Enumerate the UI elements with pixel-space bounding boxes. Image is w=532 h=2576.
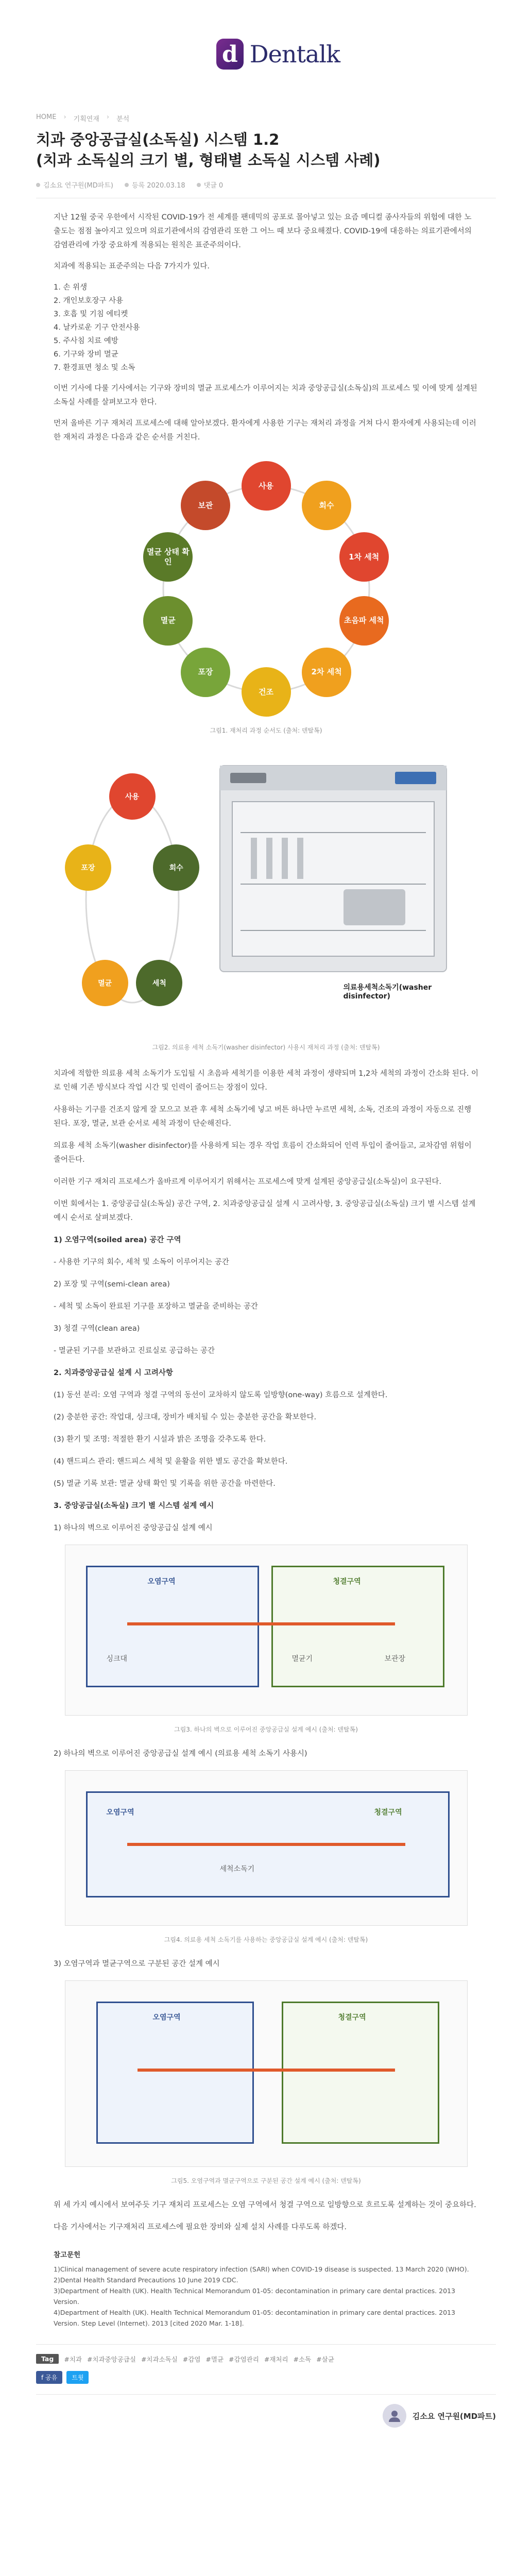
article-body [36, 1067, 496, 1535]
tag-title: Tag [36, 2354, 59, 2364]
figure-caption: 그림4. 의료용 세척 소독기를 사용하는 중앙공급실 설계 예시 (출처: 덴탈톡) [164, 1936, 368, 1943]
breadcrumb-separator: › [106, 113, 110, 121]
intro-paragraph: 치과에 적용되는 표준주의는 다음 7가지가 있다. [54, 262, 210, 270]
cycle-step: 건조 [242, 667, 291, 717]
avatar[interactable] [383, 2404, 406, 2428]
sterilizer-label: 멸균기 [291, 1655, 313, 1663]
reference-item: 1)Clinical management of severe acute respiratory infection (SARI) when COVID-19 disease is suspected. 13 March 2020 (WHO). [54, 2265, 469, 2273]
flow-step: 회수 [153, 844, 199, 891]
dirty-zone-label: 오염구역 [152, 2013, 181, 2022]
breadcrumb-category[interactable]: 분석 [116, 115, 130, 123]
clean-zone-label: 청결구역 [333, 1578, 361, 1586]
figure-caption: 그림2. 의료용 세척 소독기(washer disinfector) 사용시 재처리 과정 (출처: 덴탈톡) [152, 1044, 380, 1051]
section-item: - 멸균된 기구를 보관하고 진료실로 공급하는 공간 [54, 1347, 215, 1355]
workflow-arrow [127, 1622, 395, 1625]
body-paragraph: 이번 회에서는 1. 중앙공급실(소독실) 공간 구역, 2. 치과중앙공급실 설계 시 고려사항, 3. 중앙공급실(소독실) 크기 별 시스템 설계 예시 순서로 살펴보겠다. [54, 1200, 476, 1222]
body-paragraph: 사용하는 기구를 건조지 않게 잘 모으고 보관 후 세척 소독기에 넣고 버튼 하나만 누르면 세척, 소독, 건조의 과정이 자동으로 진행된다. 포장, 멸균, 보관 순서로 세척 과정이 단순해진다. [54, 1106, 472, 1128]
cycle-step: 2차 세척 [302, 648, 351, 697]
sink-label: 싱크대 [106, 1655, 128, 1663]
breadcrumb-section[interactable]: 기획연재 [73, 115, 99, 123]
clean-zone-label: 청결구역 [338, 2013, 366, 2022]
references-title: 참고문헌 [54, 2251, 81, 2259]
washer-label: 의료용세척소독기(washer disinfector) [343, 984, 432, 1001]
tag-link[interactable]: #감염관리 [229, 2355, 259, 2363]
references [36, 2250, 496, 2329]
workflow-arrow [138, 2069, 395, 2072]
author-box [36, 2394, 496, 2437]
reference-item: 2)Dental Health Standard Precautions 10 June 2019 CDC. [54, 2276, 238, 2284]
share-button[interactable]: f 공유 [36, 2371, 62, 2384]
body-paragraph: 위 세 가지 예시에서 보여주듯 기구 재처리 프로세스는 오염 구역에서 청결 구역으로 일방향으로 흐르도록 설계하는 것이 중요하다. [54, 2201, 476, 2209]
meta-comments[interactable]: 댓글 0 [197, 180, 224, 190]
cycle-step: 사용 [242, 461, 291, 511]
flow-step: 멸균 [82, 960, 128, 1006]
cycle-step: 멸균 상태 확인 [143, 532, 193, 582]
reference-item: 3)Department of Health (UK). Health Technical Memorandum 01-05: decontamination in primary care dental practices. 2013 Version. [54, 2287, 455, 2306]
reference-item: 4)Department of Health (UK). Health Technical Memorandum 01-05: decontamination in primary care dental practices. 2013 Version. Step Level (Internet). 2013 [cited 2020 Mar. 1-18]. [54, 2309, 455, 2327]
washer-figure [55, 750, 477, 1039]
section-item: (4) 핸드피스 관리: 핸드피스 세척 및 윤활을 위한 별도 공간을 확보한다. [54, 1458, 288, 1466]
article-intro [36, 211, 496, 445]
washer-disinfector-image [210, 755, 457, 982]
body-paragraph: 먼저 올바른 기구 재처리 프로세스에 대해 알아보겠다. 환자에게 사용한 기구는 재처리 과정을 거쳐 다시 환자에게 사용되는데 이러한 재처리 과정은 다음과 같은 순서를 거친다. [54, 419, 476, 442]
tag-link[interactable]: #감염 [182, 2355, 201, 2363]
body-paragraph: 다음 기사에서는 기구재처리 프로세스에 필요한 장비와 실제 설치 사례를 다루도록 하겠다. [54, 2223, 347, 2231]
cycle-step: 1차 세척 [339, 532, 389, 582]
floor-plan-2 [65, 1770, 468, 1926]
author-name[interactable]: 김소요 연구원(MD파트) [412, 2411, 496, 2421]
plan-title: 1) 하나의 벽으로 이루어진 중앙공급실 설계 예시 [54, 1524, 213, 1532]
share-button[interactable]: 트윗 [66, 2371, 89, 2384]
article-body [36, 1957, 496, 1971]
comment-icon [197, 183, 201, 187]
figure-caption: 그림3. 하나의 벽으로 이루어진 중앙공급실 설계 예시 (출처: 덴탈톡) [174, 1726, 358, 1733]
logo-mark: d [216, 39, 244, 70]
section-item: (3) 환기 및 조명: 적절한 환기 시설과 밝은 조명을 갖추도록 한다. [54, 1435, 266, 1444]
plan-title: 2) 하나의 벽으로 이루어진 중앙공급실 설계 예시 (의료용 세척 소독기 사용시) [54, 1750, 307, 1758]
breadcrumb-home[interactable]: HOME [36, 113, 57, 121]
cycle-step: 보관 [181, 481, 230, 530]
clean-zone-label: 청결구역 [374, 1808, 402, 1817]
site-header [0, 0, 532, 103]
body-paragraph: 이러한 기구 재처리 프로세스가 올바르게 이루어지기 위해서는 프로세스에 맞게 설계된 중앙공급실(소독실)이 요구된다. [54, 1178, 441, 1186]
section-heading: 1) 오염구역(soiled area) 공간 구역 [54, 1236, 181, 1244]
list-item: 1. 손 위생 [54, 283, 88, 292]
washer-label: 세척소독기 [219, 1865, 255, 1873]
article-title-line1: 치과 중앙공급실(소독실) 시스템 1.2 [36, 131, 280, 148]
breadcrumb-separator: › [63, 113, 66, 121]
user-icon [388, 2409, 401, 2422]
logo-text: Dentalk [249, 40, 340, 68]
flow-step: 포장 [65, 844, 111, 891]
standard-precautions-list [54, 281, 478, 375]
cycle-step: 초음파 세척 [339, 596, 389, 646]
list-item: 5. 주사침 치료 예방 [54, 337, 118, 345]
tag-list [36, 2344, 496, 2364]
site-logo[interactable] [216, 36, 340, 72]
article-title [36, 129, 496, 171]
section-heading: 3. 중앙공급실(소독실) 크기 별 시스템 설계 예시 [54, 1502, 214, 1510]
flow-step: 사용 [109, 773, 156, 820]
intro-paragraph: 지난 12월 중국 우한에서 시작된 COVID-19가 전 세계를 팬데믹의 공포로 몰아넣고 있는 요즘 메디컬 종사자들의 위험에 대한 노출도는 점점 높아지고 있으며 의료기관에서의 감염관리 또한 그 어느 때 보다 중요해졌다. COVID-19에 대응하는 의료기관에서의 감염관리에 가장 중요하게 적용되는 원칙은 표준주의이다. [54, 213, 472, 249]
section-item: - 세척 및 소독이 완료된 기구를 포장하고 멸균을 준비하는 공간 [54, 1302, 258, 1311]
dirty-zone-label: 오염구역 [106, 1808, 134, 1817]
meta-author: 김소요 연구원(MD파트) [36, 180, 113, 190]
storage-label: 보관장 [384, 1655, 406, 1663]
tag-link[interactable]: #치과중앙공급실 [87, 2355, 136, 2363]
workflow-arrow [127, 1843, 405, 1846]
body-paragraph: 의료용 세척 소독기(washer disinfector)를 사용하게 되는 경우 작업 흐름이 간소화되어 인력 투입이 줄어들고, 교차감염 위험이 줄어든다. [54, 1142, 472, 1164]
clean-zone [282, 2002, 439, 2144]
list-item: 3. 호흡 및 기침 에티켓 [54, 310, 128, 318]
section-item: (1) 동선 분리: 오염 구역과 청결 구역의 동선이 교차하지 않도록 일방향(one-way) 흐름으로 설계한다. [54, 1391, 388, 1399]
list-item: 2. 개인보호장구 사용 [54, 297, 124, 305]
article-body [36, 1747, 496, 1761]
tag-link[interactable]: #치과 [64, 2355, 82, 2363]
section-item: (2) 충분한 공간: 작업대, 싱크대, 장비가 배치될 수 있는 충분한 공간을 확보한다. [54, 1413, 317, 1421]
floor-plan-3 [65, 1980, 468, 2167]
user-icon [36, 183, 40, 187]
share-buttons [36, 2371, 496, 2384]
article-title-line2: (치과 소독실의 크기 별, 형태별 소독실 시스템 사례) [36, 151, 381, 169]
figure-caption: 그림5. 오염구역과 멸균구역으로 구분된 공간 설계 예시 (출처: 덴탈톡) [171, 2177, 361, 2184]
section-heading: 2. 치과중앙공급실 설계 시 고려사항 [54, 1369, 173, 1377]
section-item: 3) 청결 구역(clean area) [54, 1325, 140, 1333]
dirty-zone-label: 오염구역 [147, 1578, 176, 1586]
article [36, 113, 496, 2437]
cycle-step: 멸균 [143, 596, 193, 646]
tag-link[interactable]: #치과소독실 [141, 2355, 178, 2363]
dirty-zone [96, 2002, 254, 2144]
tag-link[interactable]: #멸균 [205, 2355, 224, 2363]
clock-icon [125, 183, 129, 187]
body-paragraph: 치과에 적합한 의료용 세척 소독기가 도입될 시 초음파 세척기를 이용한 세척 과정이 생략되며 1,2차 세척의 과정이 간소화 된다. 이로 인해 기존 방식보다 작업 시간 및 인력이 줄어드는 장점이 있다. [54, 1070, 478, 1092]
list-item: 4. 날카로운 기구 안전사용 [54, 324, 140, 332]
section-item: 2) 포장 및 구역(semi-clean area) [54, 1280, 170, 1289]
body-paragraph: 이번 기사에 다룰 기사에서는 기구와 장비의 멸균 프로세스가 이루어지는 치과 중앙공급실(소독실)의 프로세스 및 이에 맞게 설계된 소독실 사례를 살펴보고자 한다. [54, 384, 477, 406]
figure-caption: 그림1. 재처리 과정 순서도 (출처: 덴탈톡) [210, 727, 322, 734]
section-item: - 사용한 기구의 회수, 세척 및 소독이 이루어지는 공간 [54, 1258, 229, 1266]
cycle-step: 포장 [181, 648, 230, 697]
list-item: 7. 환경표면 청소 및 소독 [54, 364, 135, 372]
tag-link[interactable]: #재처리 [264, 2355, 288, 2363]
flow-step: 세척 [136, 960, 182, 1006]
list-item: 6. 기구와 장비 멸균 [54, 350, 118, 359]
section-item: (5) 멸균 기록 보관: 멸균 상태 확인 및 기록을 위한 공간을 마련한다. [54, 1480, 276, 1488]
cycle-step: 회수 [302, 481, 351, 530]
article-closing [36, 2198, 496, 2234]
article-meta [36, 180, 496, 198]
washer-flow-diagram [76, 781, 199, 1039]
meta-date: 등록 2020.03.18 [125, 180, 185, 190]
tag-link[interactable]: #소독 [293, 2355, 312, 2363]
reprocessing-cycle-diagram [132, 455, 400, 723]
breadcrumb [36, 113, 496, 123]
floor-plan-1 [65, 1545, 468, 1716]
tag-link[interactable]: #살균 [316, 2355, 334, 2363]
plan-title: 3) 오염구역과 멸균구역으로 구분된 공간 설계 예시 [54, 1960, 220, 1968]
